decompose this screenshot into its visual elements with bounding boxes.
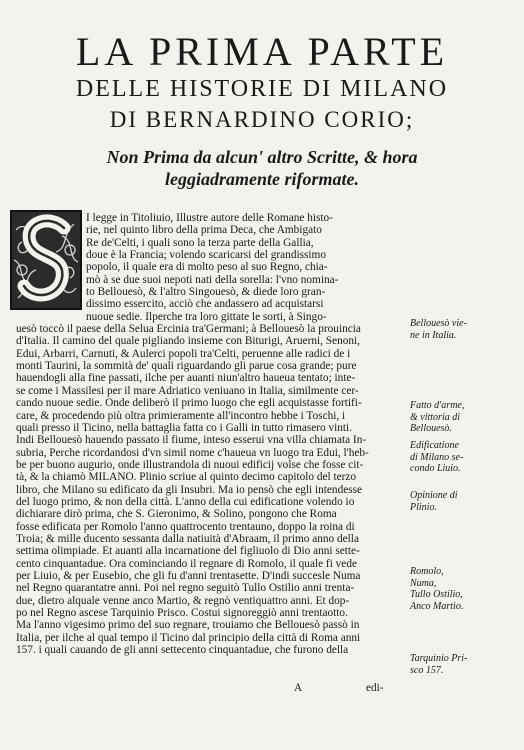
page-title-line-1: LA PRIMA PARTE <box>75 29 449 74</box>
text-line: Ma l'anno vigesimo primo del suo regnare, trouiamo che Bellouesò passò in <box>16 619 360 632</box>
margin-note-line: sco 157. <box>410 664 444 676</box>
text-line: due, dietro alquale venne anco Martio, & regnò ventiquattro anni. Et dop- <box>16 594 350 607</box>
margin-note-line: Plinio. <box>410 501 437 513</box>
page-title-line-2: DELLE HISTORIE DI MILANO <box>75 76 449 102</box>
margin-note <box>410 653 520 676</box>
margin-note-line: condo Liuio. <box>410 463 461 474</box>
margin-note-line: Tullo Ostilio, <box>410 589 463 600</box>
margin-note <box>410 318 520 341</box>
signature-mark: A <box>294 682 303 694</box>
text-line: del luogo primo, & non della città. L'anno della cui edificatione volendo io <box>16 495 355 508</box>
subtitle-line-1: Non Prima da alcun' altro Scritte, & hora <box>106 147 418 167</box>
margin-note-line: Romolo, <box>410 566 444 577</box>
text-line: I legge in Titoliuio, Illustre autore delle Romane histo- <box>86 212 333 224</box>
text-line: nuoue sedie. Ilperche tra loro gittate le sorti, à Singo- <box>86 310 327 323</box>
margin-note <box>410 440 520 475</box>
body-text <box>16 212 406 656</box>
text-line: dichiarare dirò prima, che S. Gieronimo, & Solino, pongono che Roma <box>16 508 337 521</box>
margin-note-line: Tarquinio Pri- <box>410 653 468 664</box>
text-line: Re de'Celti, i quali sono la terza parte della Gallia, <box>86 236 314 249</box>
text-line: 157. i quali cauando de gli anni settecento cinquantadue, che furono della <box>16 644 349 657</box>
text-line: care, & procedendo più oltra primieramente all'incontro hebbe i Toschi, i <box>16 409 346 422</box>
text-line: be per buono augurio, onde illustrandola di nuoui edificij volse che fosse cit- <box>16 458 364 471</box>
text-line: se come i Massilesi per il mare Adriatico veniuano in Italia, similmente cer- <box>16 384 359 397</box>
text-line: Indi Bellouesò hauendo passato il fiume, inteso esserui vna villa chiamata In- <box>16 434 367 447</box>
text-line: per Liuio, & per Eusebio, che gli fu d'anni trentasette. D'indi succesle Numa <box>16 569 361 582</box>
text-line: po nel Regno ascese Tarquinio Prisco. Costui signoreggiò anni trentaotto. <box>16 607 348 619</box>
margin-note-line: Anco Martio. <box>410 600 464 612</box>
text-line: libro, che Milano su edificato da gli Insubri. Ma io pensò che egli intendesse <box>16 483 363 496</box>
text-line: quali presso il Ticino, nella battaglia fatta co i Galli in tutto rimasero vinti. <box>16 421 353 434</box>
text-line: subria, Perche ricordandosi d'vn simil nome c'haueua vn luogo tra Edui, l'heb- <box>16 446 369 459</box>
margin-note-line: ne in Italia. <box>410 329 457 341</box>
margin-note-line: Bellouesò vie- <box>410 318 467 329</box>
text-line: d'Italia. Il camino del quale pigliando insieme con Biturigi, Aruerni, Senoni, <box>16 335 361 348</box>
text-line: Troia; & mille ducento sessanta dalla natiuità d'Abraam, il primo anno della <box>16 532 359 545</box>
margin-note <box>410 566 520 612</box>
subtitle-line-2: leggiadramente riformate. <box>165 169 359 189</box>
text-line: fosse edificata per Romolo l'anno quattrocento trentauno, doppo la roina di <box>16 520 355 533</box>
margin-note-line: Edificatione <box>410 440 459 451</box>
text-line: nel Regno quarantatre anni. Poi nel regno seguitò Tullo Ostilio anni trenta- <box>16 582 355 595</box>
text-line: tà, & la chiamò MILANO. Plinio scriue al quinto decimo capitolo del terzo <box>16 471 357 484</box>
text-line: dissimo essercito, acciò che andassero ad acquistarsi <box>86 298 324 311</box>
margin-note-line: Fatto d'arme, <box>410 400 465 411</box>
text-line: monti Taurini, la sommità de' quali riguardando gli parue cosa grande; pure <box>16 360 357 373</box>
margin-note <box>410 400 520 435</box>
text-line: hauendogli alla fine passati, ilche per auanti niun'altro haueua tentato; inte- <box>16 372 356 385</box>
margin-note-line: Numa, <box>410 577 437 589</box>
text-line: cando nuoue sedie. Onde deliberò il primo luogo che egli acquistasse fortifi- <box>16 397 362 410</box>
text-line: Italia, per ilche al qual tempo il Ticino dal principio della città di Roma anni <box>16 631 361 644</box>
text-line: to Bellouesò, & l'altro Singouesò, & diede loro gran- <box>86 286 326 299</box>
text-line: cento cinquantadue. Ora cominciando il regnare di Romolo, il quale fi vede <box>16 557 357 570</box>
margin-note-line: & vittoria di <box>410 411 460 423</box>
margin-note <box>410 490 520 513</box>
margin-note-line: Opinione di <box>410 490 458 501</box>
text-line: rie, nel quinto libro della prima Deca, che Ambigato <box>86 224 322 237</box>
catchword: edi- <box>366 682 384 694</box>
margin-note-line: di Milano se- <box>410 451 464 463</box>
margin-note-line: Bellouesò. <box>410 423 452 434</box>
text-line: popolo, il quale era di molto peso al suo Regno, chia- <box>86 261 328 274</box>
text-line: settima olimpiade. Et auanti alla incarnatione del figliuolo di Dio anni sette- <box>16 545 360 558</box>
text-line: mò à se due suoi nepoti nati della sorella: l'vno nomina- <box>86 273 339 286</box>
page-title-line-3: DI BERNARDINO CORIO; <box>109 107 415 132</box>
text-line: uesò toccò il paese della Selua Ercinia tra'Germani; à Bellouesò la prouincia <box>16 323 361 336</box>
text-line: doue è la Francia; volendo scaricarsi del grandissimo <box>86 249 326 262</box>
text-line: Edui, Arbarri, Carnuti, & Aulerci popoli tra'Celti, peruenne alle radici de i <box>16 347 351 360</box>
